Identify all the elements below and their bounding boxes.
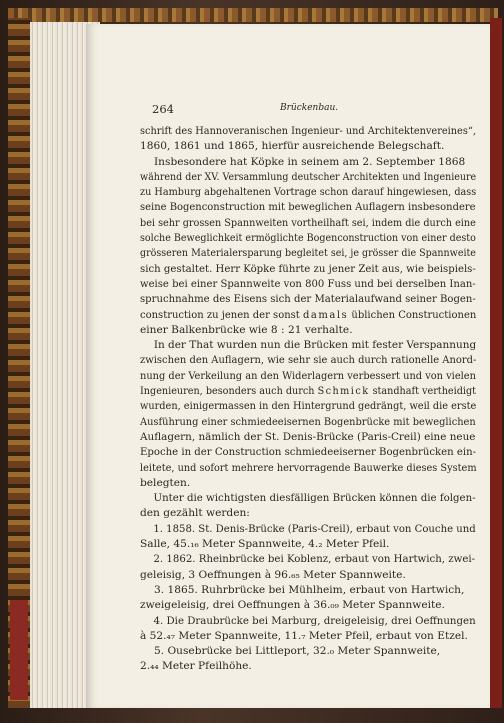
page-text	[140, 102, 476, 675]
text-line: sich gestaltet. Herr Köpke führte zu jener Zeit aus, wie beispiels-	[140, 262, 476, 275]
text-line: weise bei einer Spannweite von 800 Fuss und bei derselben Inan-	[140, 277, 476, 290]
book-cover-label	[10, 600, 28, 700]
list-item: 5. Ousebrücke bei Littleport, 32.₀ Meter Spannweite,	[154, 645, 441, 658]
text-line: schrift des Hannoveranischen Ingenieur- und Architektenvereines“,	[140, 125, 476, 137]
list-item: 4. Die Draubrücke bei Marburg, dreigeleisig, drei Oeffnungen	[153, 614, 476, 627]
list-item-cont: à 52.₄₇ Meter Spannweite, 11.₇ Meter Pfeil, erbaut von Etzel.	[140, 629, 468, 642]
text-span: üblichen Constructionen	[348, 308, 477, 321]
list-item-cont: Salle, 45.₁₆ Meter Spannweite, 4.₂ Meter Pfeil.	[140, 538, 390, 551]
text-span: standhaft vertheidigt	[369, 385, 477, 398]
text-line: Ausführung einer schmiedeeisernen Bogenbrücke mit beweglichen	[140, 415, 476, 428]
emphasized-word: damals	[302, 308, 349, 321]
text-line: Unter die wichtigsten diesfälligen Brücken können die folgen-	[153, 492, 476, 505]
page-header	[140, 102, 476, 124]
text-line: zwischen den Auflagern, wie sehr sie auch durch rationelle Anord-	[140, 354, 477, 367]
text-line: grösseren Materialersparung begleitet sei, je grösser die Spannweite	[140, 247, 476, 260]
list-item-cont: geleisig, 3 Oeffnungen à 96.₆₅ Meter Spannweite.	[140, 568, 406, 581]
text-line: leitete, und sofort mehrere hervorragende Bauwerke dieses System	[140, 461, 477, 474]
text-line: solche Beweglichkeit ermöglichte Bogenconstruction von einer desto	[140, 232, 476, 245]
text-line: bei sehr grossen Spannweiten vortheilhaft sei, indem die durch eine	[140, 216, 476, 229]
text-line: belegten.	[140, 476, 191, 489]
text-line: 1860, 1861 und 1865, hierfür ausreichende Belegschaft.	[140, 140, 445, 153]
text-line	[140, 384, 477, 399]
text-line	[140, 308, 477, 323]
text-line: Epoche in der Construction schmiedeeiserner Bogenbrücken ein-	[140, 446, 477, 459]
text-line: zu Hamburg abgehaltenen Vortrage schon darauf hingewiesen, dass	[140, 186, 477, 199]
text-line: Insbesondere hat Köpke in seinem am 2. September 1868	[154, 155, 466, 168]
book-cover-right	[490, 18, 502, 708]
text-line: den gezählt werden:	[140, 507, 250, 520]
text-span: Ingenieuren, besonders auch durch	[140, 385, 318, 398]
list-item-cont: 2.₄₄ Meter Pfeilhöhe.	[140, 660, 252, 673]
list-item-cont: zweigeleisig, drei Oeffnungen à 36.₀₉ Meter Spannweite.	[140, 599, 445, 612]
text-line: nung der Verkeilung an den Widerlagern verbessert und von vielen	[140, 369, 476, 382]
page-number: 264	[152, 102, 174, 116]
text-span: construction zu jenen der sonst	[140, 308, 303, 321]
running-head: Brückenbau.	[280, 103, 339, 113]
text-line: wurden, einigermassen in den Hintergrund gedrängt, weil die erste	[140, 400, 477, 413]
list-item: 1. 1858. St. Denis-Brücke (Paris-Creil), erbaut von Couche und	[153, 522, 476, 535]
text-line: während der XV. Versammlung deutscher Architekten und Ingenieure	[140, 170, 477, 183]
list-item: 2. 1862. Rheinbrücke bei Koblenz, erbaut von Hartwich, zwei-	[153, 553, 476, 566]
book-cover-top	[8, 8, 498, 22]
text-line: spruchnahme des Eisens sich der Materialaufwand seiner Bogen-	[140, 293, 476, 306]
emphasized-name: Schmick	[317, 385, 370, 398]
list-item: 3. 1865. Ruhrbrücke bei Mühlheim, erbaut von Hartwich,	[154, 583, 465, 596]
text-line: In der That wurden nun die Brücken mit fester Verspannung	[153, 339, 477, 352]
text-line: einer Balkenbrücke wie 8 : 21 verhalte.	[140, 323, 353, 336]
text-line: Auflagern, nämlich der St. Denis-Brücke (Paris-Creil) eine neue	[140, 430, 476, 443]
text-line: seine Bogenconstruction mit beweglichen Auflagern insbesondere	[140, 201, 476, 214]
